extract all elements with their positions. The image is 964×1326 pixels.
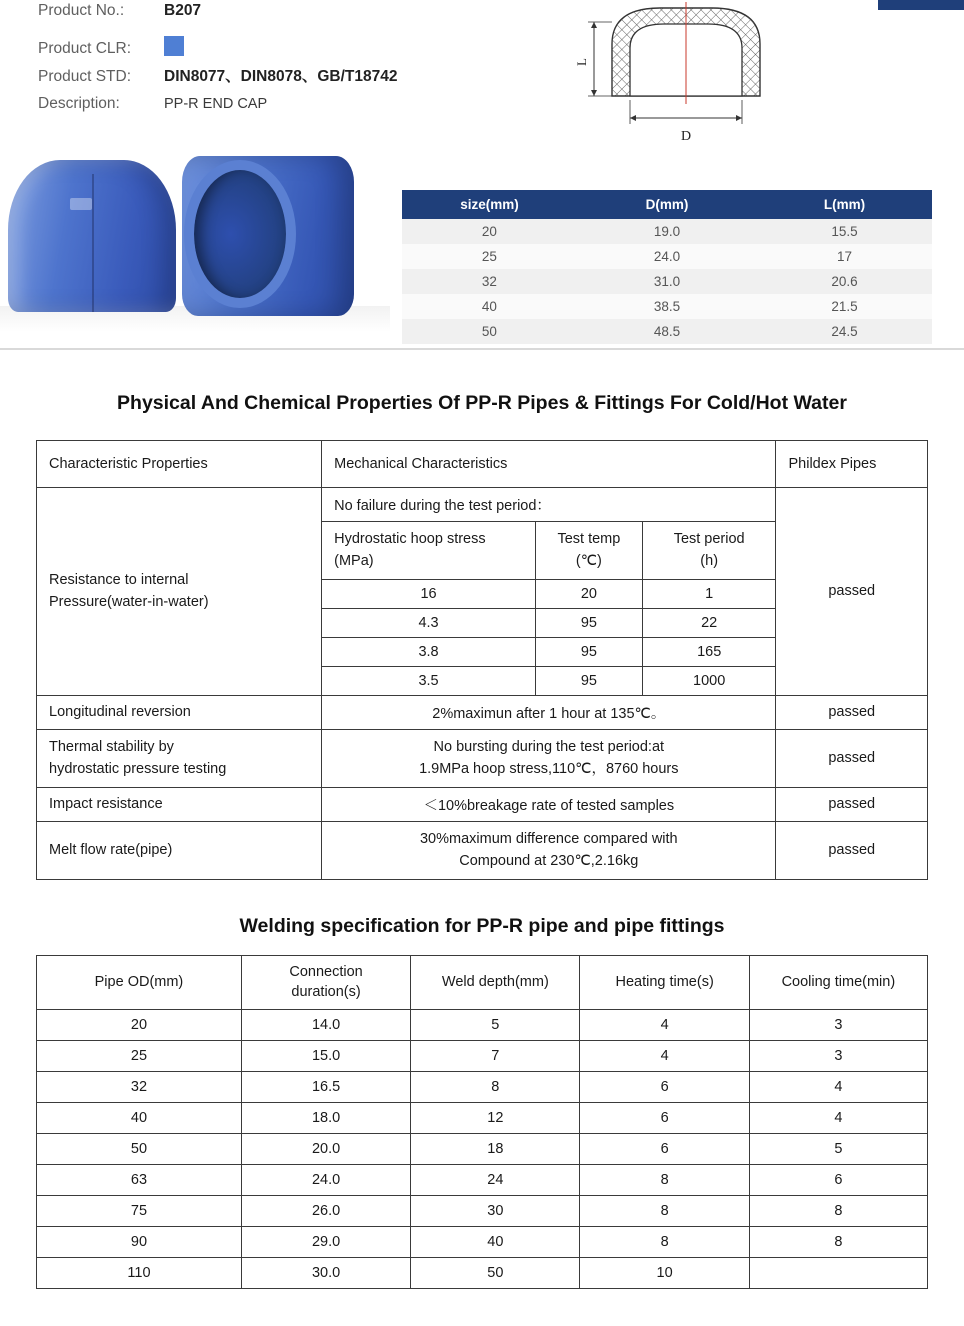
spec-value-product-std: DIN8077、DIN8078、GB/T18742 (164, 68, 398, 85)
subheader-period-line2: (h) (700, 553, 719, 570)
technical-drawing (572, 0, 802, 148)
subheader-stress-line1: Hydrostatic hoop stress (334, 531, 486, 547)
cell-weld-depth: 40 (411, 1227, 580, 1258)
cell-connection: 24.0 (241, 1165, 410, 1196)
table-row (37, 488, 928, 522)
cell-weld-depth: 12 (411, 1103, 580, 1134)
spec-label-product-std: Product STD: (38, 68, 132, 85)
cell-temp: 95 (535, 666, 642, 695)
table-row (37, 1103, 928, 1134)
cell-subheader-temp (535, 522, 642, 580)
cell-heating: 6 (580, 1103, 749, 1134)
table-row (402, 244, 932, 269)
cell-l: 24.5 (757, 319, 932, 344)
spec-value-description: PP-R END CAP (164, 96, 268, 112)
cell-connection: 29.0 (241, 1227, 410, 1258)
cell-od: 25 (37, 1041, 242, 1072)
cell-stress: 3.5 (322, 666, 536, 695)
cell-mechanical: 2%maximun after 1 hour at 135℃。 (322, 695, 776, 729)
mechanical-line1: No bursting during the test period:at (433, 738, 665, 755)
cell-period: 165 (642, 637, 776, 666)
cell-l: 15.5 (757, 219, 932, 244)
cell-weld-depth: 7 (411, 1041, 580, 1072)
drawing-label-d: D (680, 129, 692, 144)
welding-header-row (37, 956, 928, 1010)
product-header-section (0, 0, 964, 350)
welding-header-connection-line1: Connection (289, 964, 363, 980)
cell-result: passed (776, 821, 928, 879)
welding-header-od: Pipe OD(mm) (37, 956, 242, 1010)
cell-cooling: 6 (749, 1165, 927, 1196)
cell-temp: 95 (535, 637, 642, 666)
spec-row-description (38, 95, 558, 126)
cell-d: 31.0 (577, 269, 757, 294)
cell-stress: 16 (322, 579, 536, 608)
cell-cooling: 8 (749, 1196, 927, 1227)
cell-heating: 8 (580, 1227, 749, 1258)
cell-d: 38.5 (577, 294, 757, 319)
cell-d: 24.0 (577, 244, 757, 269)
cell-stress: 3.8 (322, 637, 536, 666)
cell-characteristic: Melt flow rate(pipe) (37, 821, 322, 879)
cell-size: 50 (402, 319, 577, 344)
color-swatch (164, 36, 184, 56)
cell-resistance-name (37, 488, 322, 696)
table-row (37, 1227, 928, 1258)
cell-connection: 18.0 (241, 1103, 410, 1134)
size-table-header-size: size(mm) (402, 190, 577, 219)
table-row (37, 695, 928, 729)
cell-connection: 20.0 (241, 1134, 410, 1165)
cell-connection: 15.0 (241, 1041, 410, 1072)
cell-od: 50 (37, 1134, 242, 1165)
end-cap-rim (184, 160, 296, 308)
cell-temp: 95 (535, 608, 642, 637)
table-row (402, 219, 932, 244)
spec-row-product-no (38, 2, 558, 33)
cell-size: 32 (402, 269, 577, 294)
cell-connection: 30.0 (241, 1258, 410, 1289)
spec-value-product-no: B207 (164, 2, 202, 19)
cell-connection: 26.0 (241, 1196, 410, 1227)
cell-od: 20 (37, 1010, 242, 1041)
subheader-stress-line2: (MPa) (334, 553, 374, 570)
welding-header-weld-depth: Weld depth(mm) (411, 956, 580, 1010)
table-row (37, 1196, 928, 1227)
cell-od: 32 (37, 1072, 242, 1103)
cell-od: 63 (37, 1165, 242, 1196)
cell-d: 48.5 (577, 319, 757, 344)
cell-heating: 6 (580, 1072, 749, 1103)
table-row (37, 821, 928, 879)
cell-characteristic: Longitudinal reversion (37, 695, 322, 729)
cell-weld-depth: 18 (411, 1134, 580, 1165)
cell-od: 40 (37, 1103, 242, 1134)
spec-row-product-std (38, 64, 558, 95)
cell-weld-depth: 5 (411, 1010, 580, 1041)
technical-drawing-svg (572, 0, 802, 148)
end-cap-closed-view (8, 160, 176, 312)
cell-no-failure: No failure during the test period： (322, 488, 776, 522)
cell-heating: 8 (580, 1196, 749, 1227)
cell-subheader-period (642, 522, 776, 580)
cell-heating: 4 (580, 1010, 749, 1041)
cell-cooling: 5 (749, 1134, 927, 1165)
product-photo (0, 138, 390, 334)
cell-size: 25 (402, 244, 577, 269)
size-table-header-d: D(mm) (577, 190, 757, 219)
cell-cooling: 8 (749, 1227, 927, 1258)
cell-characteristic: Impact resistance (37, 787, 322, 821)
table-row (37, 1010, 928, 1041)
characteristic-line1: Thermal stability by (49, 738, 174, 755)
cell-connection: 16.5 (241, 1072, 410, 1103)
cell-resistance-result: passed (776, 488, 928, 696)
cell-subheader-stress (322, 522, 536, 580)
header-mechanical: Mechanical Characteristics (322, 441, 776, 488)
product-spec-list (38, 2, 558, 126)
spec-label-product-clr: Product CLR: (38, 40, 132, 57)
cell-cooling (749, 1258, 927, 1289)
cell-mechanical: ＜10%breakage rate of tested samples (322, 787, 776, 821)
spec-label-description: Description: (38, 95, 120, 112)
properties-section-title: Physical And Chemical Properties Of PP-R Pipes & Fittings For Cold/Hot Water (117, 392, 847, 414)
cell-size: 40 (402, 294, 577, 319)
table-row (37, 1165, 928, 1196)
cell-mechanical (322, 729, 776, 787)
size-table-header-l: L(mm) (757, 190, 932, 219)
characteristic-line2: hydrostatic pressure testing (49, 761, 227, 778)
cell-result: passed (776, 787, 928, 821)
cell-weld-depth: 24 (411, 1165, 580, 1196)
table-row (37, 1258, 928, 1289)
end-cap-logo-mark (70, 198, 92, 210)
cell-weld-depth: 50 (411, 1258, 580, 1289)
cell-connection: 14.0 (241, 1010, 410, 1041)
cell-result: passed (776, 695, 928, 729)
cell-heating: 10 (580, 1258, 749, 1289)
cell-l: 20.6 (757, 269, 932, 294)
cell-heating: 4 (580, 1041, 749, 1072)
welding-header-connection (241, 956, 410, 1010)
cell-temp: 20 (535, 579, 642, 608)
welding-header-cooling-time: Cooling time(min) (749, 956, 927, 1010)
cell-cooling: 4 (749, 1103, 927, 1134)
table-row (37, 1072, 928, 1103)
cell-cooling: 3 (749, 1010, 927, 1041)
table-row (37, 729, 928, 787)
drawing-label-l: L (574, 58, 589, 66)
welding-header-heating-time: Heating time(s) (580, 956, 749, 1010)
table-row (37, 1041, 928, 1072)
welding-header-connection-line2: duration(s) (291, 983, 361, 1000)
cell-l: 17 (757, 244, 932, 269)
cell-period: 1 (642, 579, 776, 608)
spec-row-product-clr (38, 33, 558, 64)
subheader-period-line1: Test period (673, 531, 745, 547)
table-row (402, 319, 932, 344)
properties-table (36, 440, 928, 880)
cell-stress: 4.3 (322, 608, 536, 637)
table-row (37, 787, 928, 821)
cell-size: 20 (402, 219, 577, 244)
cell-weld-depth: 8 (411, 1072, 580, 1103)
cell-result: passed (776, 729, 928, 787)
cell-cooling: 3 (749, 1041, 927, 1072)
header-phildex: Phildex Pipes (776, 441, 928, 488)
table-row (402, 269, 932, 294)
cell-od: 90 (37, 1227, 242, 1258)
cell-od: 110 (37, 1258, 242, 1289)
welding-section-title: Welding specification for PP-R pipe and pipe fittings (239, 915, 725, 937)
cell-heating: 6 (580, 1134, 749, 1165)
header-characteristic: Characteristic Properties (37, 441, 322, 488)
resistance-name-line2: Pressure(water-in-water) (49, 594, 209, 611)
size-table-header-row (402, 190, 932, 219)
cell-period: 22 (642, 608, 776, 637)
cell-heating: 8 (580, 1165, 749, 1196)
corner-accent-bar (878, 0, 964, 10)
resistance-name-line1: Resistance to internal (49, 572, 189, 588)
cell-cooling: 4 (749, 1072, 927, 1103)
size-table (402, 190, 932, 344)
subheader-temp-line1: Test temp (557, 531, 621, 547)
cell-period: 1000 (642, 666, 776, 695)
table-row (37, 1134, 928, 1165)
cell-od: 75 (37, 1196, 242, 1227)
properties-header-row (37, 441, 928, 488)
cell-weld-depth: 30 (411, 1196, 580, 1227)
cell-characteristic (37, 729, 322, 787)
mechanical-line1: 30%maximum difference compared with (419, 830, 678, 847)
welding-table (36, 955, 928, 1289)
subheader-temp-line2: (℃) (575, 553, 602, 570)
end-cap-open-view (182, 156, 354, 316)
spec-label-product-no: Product No.: (38, 2, 125, 19)
mechanical-line2: 1.9MPa hoop stress,110℃，8760 hours (419, 761, 679, 778)
table-row (402, 294, 932, 319)
cell-l: 21.5 (757, 294, 932, 319)
mechanical-line2: Compound at 230℃,2.16kg (459, 853, 639, 870)
cell-mechanical (322, 821, 776, 879)
cell-d: 19.0 (577, 219, 757, 244)
